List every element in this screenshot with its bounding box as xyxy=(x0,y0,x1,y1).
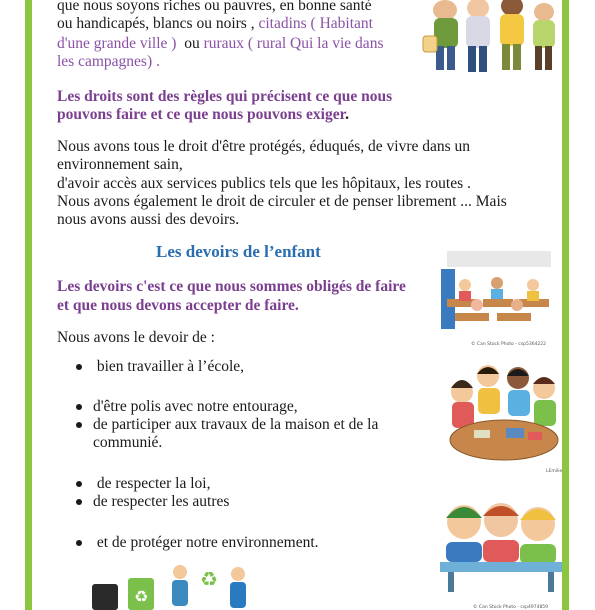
droits-definition-period: . xyxy=(345,106,349,123)
intro-line-2-text: ou handicapés, blancs ou noirs , xyxy=(57,15,255,32)
devoir-list-2 xyxy=(60,398,378,452)
devoir-item xyxy=(60,475,229,493)
intro-grande-ville: d'une grande ville ) xyxy=(57,35,177,52)
droits-text-line-5: nous avons aussi des devoirs. xyxy=(57,211,240,228)
droits-text-line-3: d'avoir accès aux services publics tels que les hôpitaux, les routes . xyxy=(57,175,471,192)
children-caption: © Can Stock Photo - csp4974859 xyxy=(473,604,549,610)
droits-text-line-4: Nous avons également le droit de circuler et de penser librement ... Mais xyxy=(57,193,507,210)
devoir-item-text: bien travailler à l’école, xyxy=(96,358,245,375)
devoir-item xyxy=(60,493,229,511)
intro-line-2 xyxy=(57,15,373,33)
devoir-item-text: et de protéger notre environnement. xyxy=(96,534,319,551)
devoir-item xyxy=(60,358,244,376)
devoirs-definition-line-2: et que nous devons accepter de faire. xyxy=(57,297,299,314)
children-leaning-illustration xyxy=(440,496,562,596)
children-table-illustration xyxy=(444,362,562,470)
intro-line-1: que nous soyons riches ou pauvres, en bonne santé xyxy=(57,0,372,14)
intro-line-4: les campagnes) . xyxy=(57,53,160,70)
intro-ou: ou xyxy=(184,35,200,52)
table-caption: LEmilie xyxy=(546,468,563,474)
recycling-illustration xyxy=(88,562,264,610)
classroom-illustration xyxy=(437,249,561,337)
devoirs-intro: Nous avons le devoir de : xyxy=(57,329,215,346)
devoirs-heading: Les devoirs de l’enfant xyxy=(156,242,321,261)
devoir-item-text: de respecter la loi, xyxy=(96,475,211,492)
droits-text-line-1: Nous avons tous le droit d'être protégés, éduqués, de vivre dans un xyxy=(57,138,471,155)
droits-definition-line-2 xyxy=(57,106,349,124)
droits-definition-line-1: Les droits sont des règles qui précisent ce que nous xyxy=(57,88,393,105)
devoir-item xyxy=(60,416,378,452)
page-border-left xyxy=(25,0,32,610)
devoir-item-text: de respecter les autres xyxy=(93,493,230,510)
devoir-list-3 xyxy=(60,475,229,511)
svg-text:♻: ♻ xyxy=(200,567,218,591)
intro-line-3 xyxy=(57,35,383,53)
people-illustration xyxy=(420,0,560,78)
intro-citadins: citadins ( Habitant xyxy=(258,15,373,32)
devoirs-definition-line-1: Les devoirs c'est ce que nous sommes obligés de faire xyxy=(57,278,406,295)
devoir-list-4 xyxy=(60,534,319,552)
devoir-item-text: communié. xyxy=(93,434,163,451)
droits-text-line-2: environnement sain, xyxy=(57,156,183,173)
devoir-list-1 xyxy=(60,358,244,376)
droits-definition-line-2-text: pouvons faire et ce que nous pouvons exiger xyxy=(57,106,346,123)
devoir-item xyxy=(60,534,319,552)
intro-ruraux: ruraux ( rural Qui la vie dans xyxy=(203,35,384,52)
classroom-caption: © Can Stock Photo - csp5364222 xyxy=(471,341,547,347)
svg-text:♻: ♻ xyxy=(134,587,149,606)
devoir-item-text: d'être polis avec notre entourage, xyxy=(93,398,298,415)
devoir-item-text: de participer aux travaux de la maison et de la xyxy=(93,416,379,433)
page-border-right xyxy=(562,0,569,610)
devoir-item xyxy=(60,398,378,416)
